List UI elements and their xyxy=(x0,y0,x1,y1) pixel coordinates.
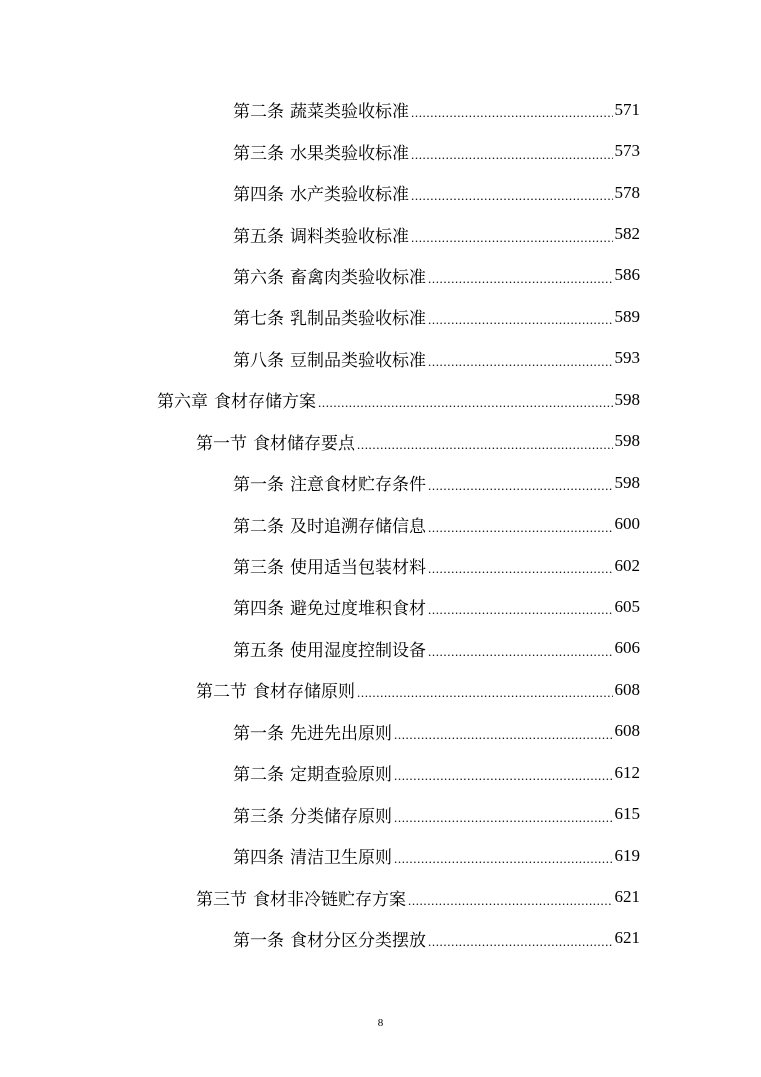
toc-entry-label: 第一节 xyxy=(196,433,247,454)
toc-entry[interactable] xyxy=(233,586,640,627)
dot-leader xyxy=(428,267,613,284)
toc-entry[interactable] xyxy=(233,255,640,296)
dot-leader xyxy=(394,806,613,823)
dot-leader xyxy=(357,433,613,450)
dot-leader xyxy=(428,350,613,367)
toc-entry-page-number: 598 xyxy=(614,431,640,451)
toc-entry-page-number: 621 xyxy=(614,928,640,948)
toc-entry-page-number: 605 xyxy=(614,596,640,616)
toc-entry[interactable] xyxy=(233,793,640,834)
toc-entry-page-number: 571 xyxy=(614,99,640,119)
toc-entry-page-number: 598 xyxy=(614,472,640,492)
toc-entry[interactable] xyxy=(233,296,640,337)
toc-entry-title: 先进先出原则 xyxy=(290,723,392,744)
dot-leader xyxy=(394,723,613,740)
toc-entry-label: 第四条 xyxy=(233,848,284,869)
toc-entry-title: 食材储存要点 xyxy=(253,433,355,454)
toc-entry-title: 食材存储原则 xyxy=(253,682,355,703)
toc-entry[interactable] xyxy=(233,835,640,876)
toc-entry-page-number: 593 xyxy=(614,348,640,368)
toc-entry-label: 第五条 xyxy=(233,640,284,661)
toc-entry[interactable] xyxy=(233,545,640,586)
toc-entry-title: 分类储存原则 xyxy=(290,806,392,827)
dot-leader xyxy=(318,391,613,408)
toc-entry-title: 食材非冷链贮存方案 xyxy=(253,889,406,910)
dot-leader xyxy=(357,681,613,698)
toc-entry-title: 调料类验收标准 xyxy=(290,226,409,247)
toc-entry-page-number: 608 xyxy=(614,679,640,699)
dot-leader xyxy=(411,184,613,201)
toc-entry-label: 第一条 xyxy=(233,475,284,496)
dot-leader xyxy=(408,889,613,906)
toc-entry-page-number: 606 xyxy=(614,638,640,658)
toc-entry-page-number: 619 xyxy=(614,845,640,865)
toc-entry-title: 避免过度堆积食材 xyxy=(290,599,426,620)
toc-entry-title: 畜禽肉类验收标准 xyxy=(290,267,426,288)
toc-entry-label: 第三条 xyxy=(233,806,284,827)
toc-entry[interactable] xyxy=(196,421,640,462)
dot-leader xyxy=(428,557,613,574)
toc-entry-title: 及时追溯存储信息 xyxy=(290,516,426,537)
toc-entry-title: 食材分区分类摆放 xyxy=(290,930,426,951)
toc-entry-title: 食材存储方案 xyxy=(214,392,316,413)
toc-entry[interactable] xyxy=(233,628,640,669)
toc-entry[interactable] xyxy=(233,89,640,130)
dot-leader xyxy=(394,847,613,864)
toc-entry[interactable] xyxy=(233,503,640,544)
dot-leader xyxy=(428,930,613,947)
toc-entry-page-number: 608 xyxy=(614,721,640,741)
toc-entry-page-number: 621 xyxy=(614,887,640,907)
toc-entry-page-number: 615 xyxy=(614,804,640,824)
toc-entry[interactable] xyxy=(196,669,640,710)
dot-leader xyxy=(428,308,613,325)
toc-entry-label: 第五条 xyxy=(233,226,284,247)
toc-entry-label: 第四条 xyxy=(233,185,284,206)
table-of-contents xyxy=(0,89,761,959)
toc-entry-label: 第六章 xyxy=(157,392,208,413)
toc-entry-label: 第一条 xyxy=(233,930,284,951)
toc-entry-title: 蔬菜类验收标准 xyxy=(290,102,409,123)
toc-entry[interactable] xyxy=(233,752,640,793)
toc-entry-label: 第三条 xyxy=(233,558,284,579)
toc-entry-title: 使用湿度控制设备 xyxy=(290,640,426,661)
toc-entry[interactable] xyxy=(157,379,640,420)
toc-entry-page-number: 602 xyxy=(614,555,640,575)
toc-entry-page-number: 612 xyxy=(614,762,640,782)
toc-entry[interactable] xyxy=(233,918,640,959)
dot-leader xyxy=(428,516,613,533)
page-number: 8 xyxy=(377,1017,384,1029)
toc-entry-title: 使用适当包装材料 xyxy=(290,558,426,579)
dot-leader xyxy=(411,101,613,118)
toc-entry-label: 第二条 xyxy=(233,765,284,786)
toc-entry-title: 水产类验收标准 xyxy=(290,185,409,206)
toc-entry-label: 第三条 xyxy=(233,143,284,164)
toc-entry-label: 第六条 xyxy=(233,267,284,288)
toc-entry-label: 第七条 xyxy=(233,309,284,330)
dot-leader xyxy=(411,226,613,243)
toc-entry-page-number: 598 xyxy=(614,389,640,409)
toc-entry-page-number: 578 xyxy=(614,182,640,202)
toc-entry-label: 第二条 xyxy=(233,102,284,123)
toc-entry-label: 第二条 xyxy=(233,516,284,537)
toc-entry-label: 第一条 xyxy=(233,723,284,744)
toc-entry[interactable] xyxy=(233,130,640,171)
dot-leader xyxy=(394,764,613,781)
toc-entry-label: 第三节 xyxy=(196,889,247,910)
toc-entry-page-number: 586 xyxy=(614,265,640,285)
toc-entry-title: 水果类验收标准 xyxy=(290,143,409,164)
toc-entry-label: 第八条 xyxy=(233,350,284,371)
dot-leader xyxy=(428,474,613,491)
toc-entry[interactable] xyxy=(196,876,640,917)
toc-entry-title: 乳制品类验收标准 xyxy=(290,309,426,330)
toc-entry-title: 注意食材贮存条件 xyxy=(290,475,426,496)
toc-entry-label: 第四条 xyxy=(233,599,284,620)
toc-entry-title: 豆制品类验收标准 xyxy=(290,350,426,371)
toc-entry-page-number: 573 xyxy=(614,141,640,161)
toc-entry[interactable] xyxy=(233,172,640,213)
toc-entry[interactable] xyxy=(233,462,640,503)
toc-entry[interactable] xyxy=(233,711,640,752)
toc-entry[interactable] xyxy=(233,213,640,254)
dot-leader xyxy=(411,143,613,160)
dot-leader xyxy=(428,640,613,657)
toc-entry[interactable] xyxy=(233,338,640,379)
toc-entry-label: 第二节 xyxy=(196,682,247,703)
toc-entry-page-number: 582 xyxy=(614,224,640,244)
toc-entry-page-number: 600 xyxy=(614,514,640,534)
toc-entry-title: 清洁卫生原则 xyxy=(290,848,392,869)
toc-entry-title: 定期查验原则 xyxy=(290,765,392,786)
dot-leader xyxy=(428,598,613,615)
toc-entry-page-number: 589 xyxy=(614,306,640,326)
